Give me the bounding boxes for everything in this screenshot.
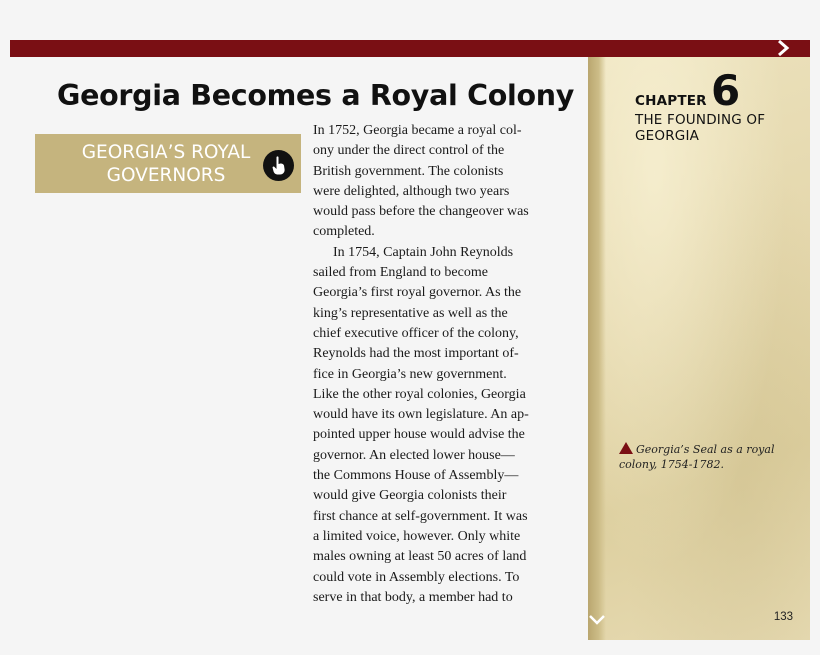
triangle-marker-icon: [619, 442, 633, 454]
chapter-title: THE FOUNDING OF GEORGIA: [635, 112, 766, 144]
royal-governors-label: GEORGIA’S ROYAL GOVERNORS: [81, 142, 251, 186]
page-left: [10, 57, 588, 640]
seal-caption-text: Georgia’s Seal as a royal colony, 1754-1782.: [619, 443, 775, 471]
chapter-sidebar: [588, 57, 810, 640]
pointing-hand-icon[interactable]: [263, 150, 294, 181]
chapter-label: CHAPTER: [635, 93, 707, 109]
chevron-down-icon[interactable]: [588, 613, 606, 627]
royal-governors-button[interactable]: [35, 134, 301, 193]
top-accent-bar: [10, 40, 810, 57]
page-title: Georgia Becomes a Royal Colony: [57, 79, 575, 112]
paragraph-2: In 1754, Captain John Reynolds sailed from England to become Georgia’s first royal governor. As the king’s representative as well as the chief executive officer of the colony, Reynolds had the most important of- fice in Georgia’s new government. Like the other royal colonies, Georgia would have its own legislature. An ap- pointed upper house would advise the governor. An elected lower house— the Commons House of Assembly— would give Georgia colonists their first chance at self-government. It was a limited voice, however. Only white males owning at least 50 acres of land could vote in Assembly elections. To serve in that body, a member had to: [313, 244, 529, 605]
article-body: [313, 121, 553, 608]
paragraph-1: In 1752, Georgia became a royal col- ony under the direct control of the British government. The colonists were delighted, although two years would pass before the changeover was completed.: [313, 123, 529, 240]
chevron-right-icon[interactable]: [774, 39, 792, 57]
chapter-number: 6: [711, 66, 741, 115]
page-number: 133: [773, 611, 793, 623]
seal-caption: [619, 442, 799, 472]
sidebar-fold-shadow: [588, 57, 606, 640]
